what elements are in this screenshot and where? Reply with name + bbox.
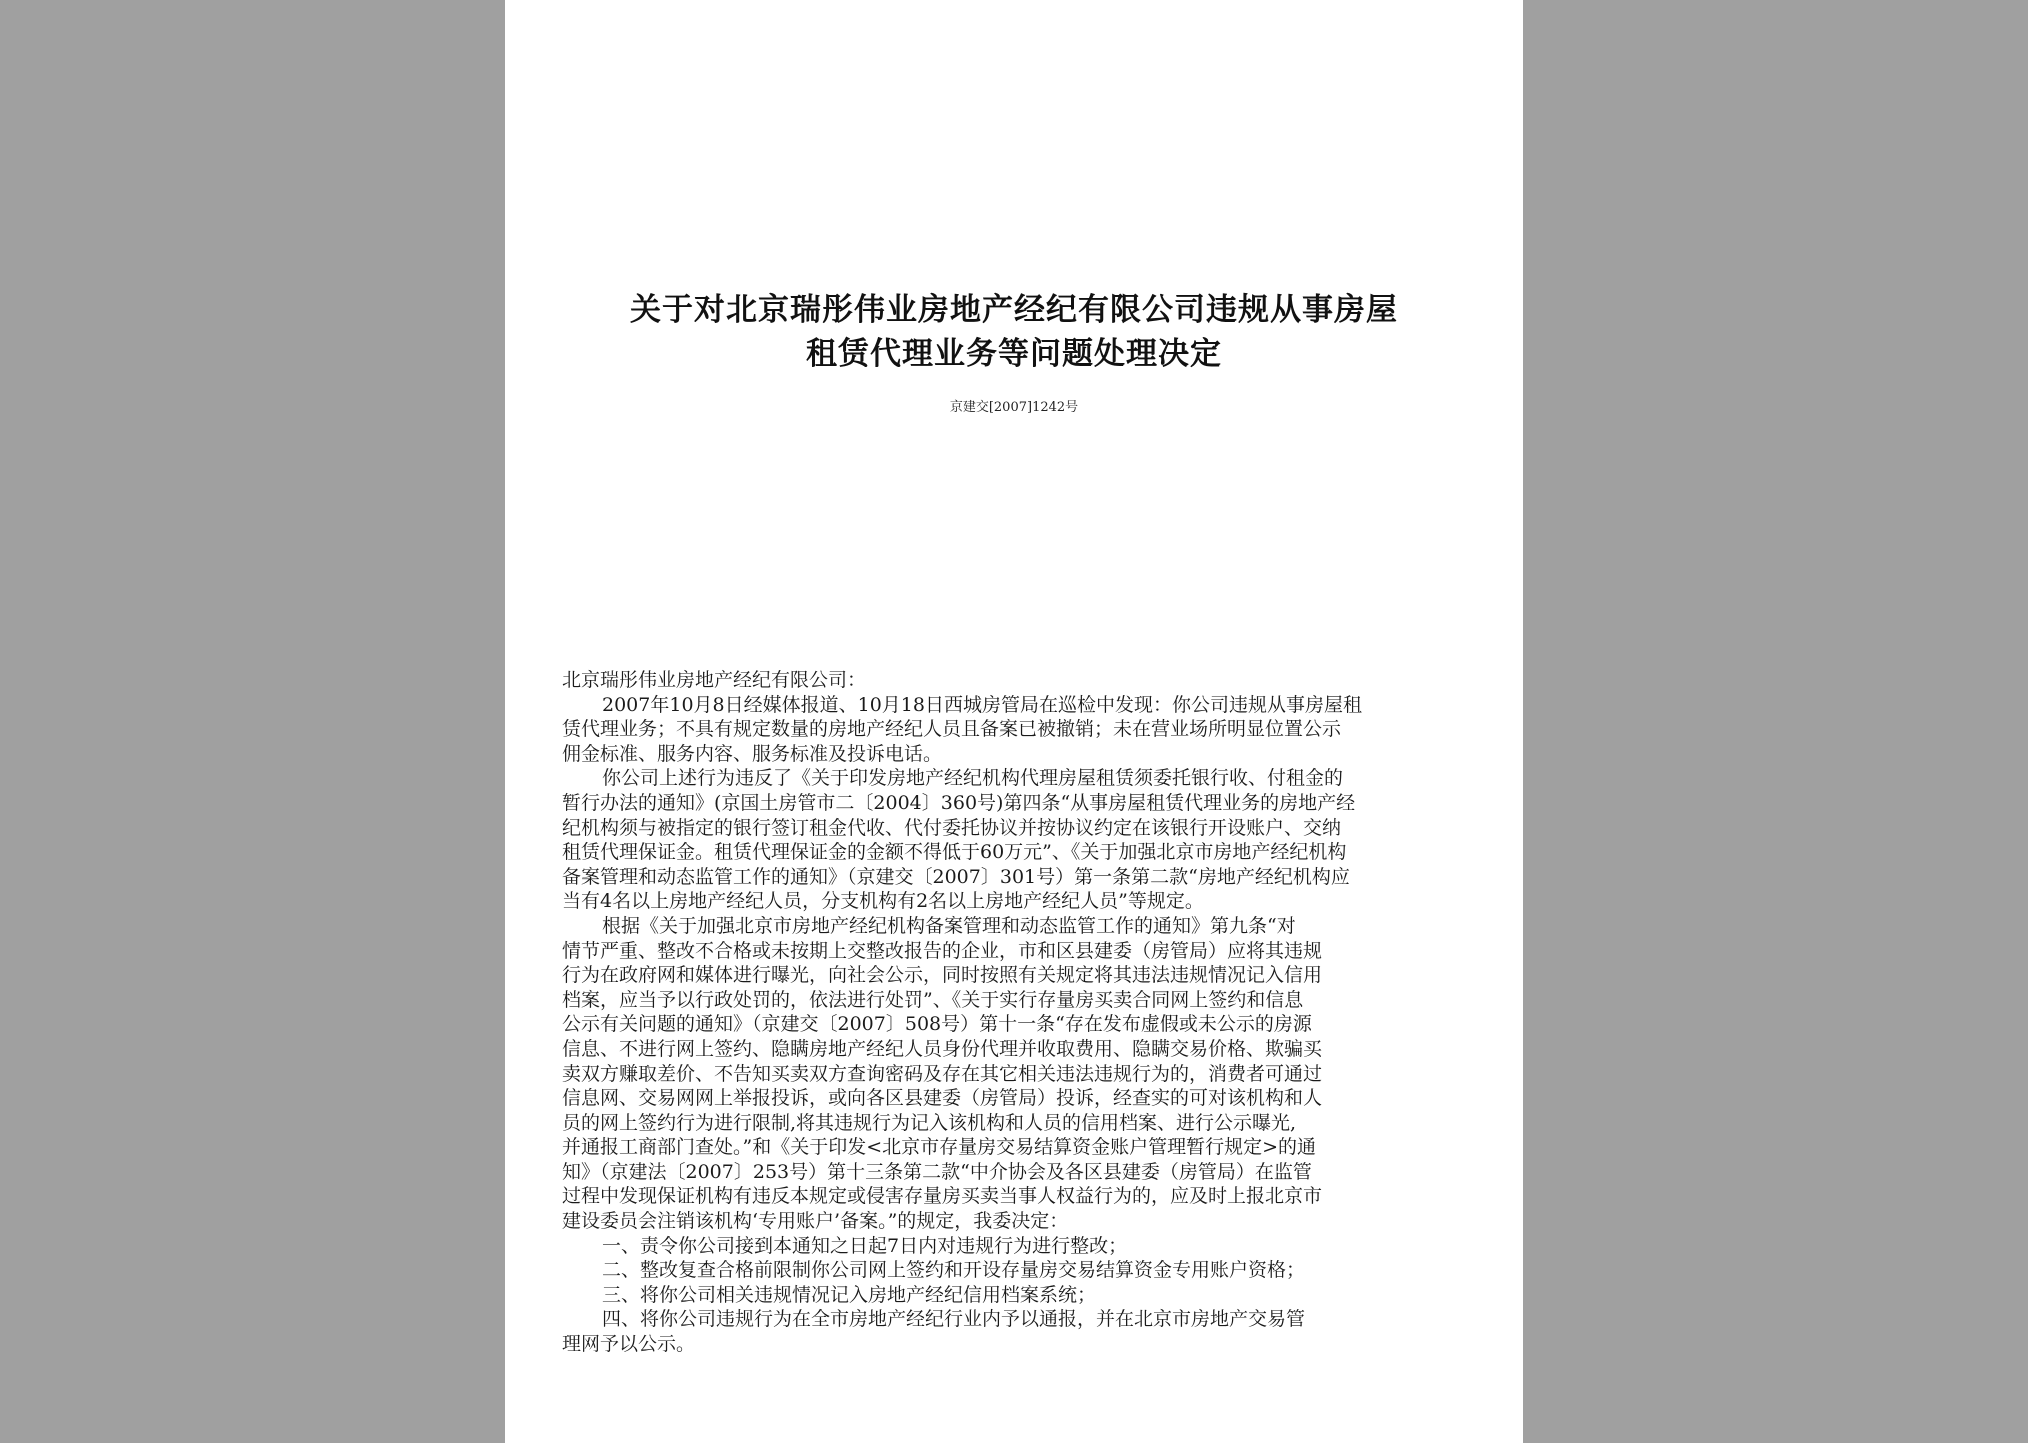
decision-item-2: 二、整改复查合格前限制你公司网上签约和开设存量房交易结算资金专用账户资格； xyxy=(602,1259,1306,1282)
paragraph-line: 你公司上述行为违反了《关于印发房地产经纪机构代理房屋租赁须委托银行收、付租金的 xyxy=(602,767,1344,790)
paragraph-line: 租赁代理保证金。租赁代理保证金的金额不得低于60万元”、《关于加强北京市房地产经纪机构 xyxy=(562,841,1347,864)
paragraph-line: 2007年10月8日经媒体报道、10月18日西城房管局在巡检中发现：你公司违规从事房屋租 xyxy=(602,693,1362,716)
decision-item-4: 四、将你公司违规行为在全市房地产经纪行业内予以通报，并在北京市房地产交易管 xyxy=(602,1308,1306,1331)
decision-item-3: 三、将你公司相关违规情况记入房地产经纪信用档案系统； xyxy=(602,1283,1097,1306)
paragraph-line: 员的网上签约行为进行限制,将其违规行为记入该机构和人员的信用档案、进行公示曝光, xyxy=(562,1111,1297,1134)
document-body xyxy=(562,668,1477,1357)
paragraph-line: 建设委员会注销该机构‘专用账户’备案。”的规定，我委决定： xyxy=(562,1210,1069,1233)
paragraph-line: 档案，应当予以行政处罚的，依法进行处罚”、《关于实行存量房买卖合同网上签约和信息 xyxy=(562,988,1304,1011)
title-line-2: 租赁代理业务等问题处理决定 xyxy=(806,336,1222,372)
paragraph-line: 行为在政府网和媒体进行曝光，向社会公示，同时按照有关规定将其违法违规情况记入信用 xyxy=(562,964,1323,987)
paragraph-line: 过程中发现保证机构有违反本规定或侵害存量房买卖当事人权益行为的，应及时上报北京市 xyxy=(562,1185,1323,1208)
paragraph-line: 佣金标准、服务内容、服务标准及投诉电话。 xyxy=(562,742,943,765)
document-number: 京建交[2007]1242号 xyxy=(949,400,1079,415)
paragraph-line: 备案管理和动态监管工作的通知》（京建交〔2007〕301号）第一条第二款“房地产经纪机构应 xyxy=(562,865,1350,888)
paragraph-line: 信息、不进行网上签约、隐瞒房地产经纪人员身份代理并收取费用、隐瞒交易价格、欺骗买 xyxy=(562,1037,1323,1060)
paragraph-line: 纪机构须与被指定的银行签订租金代收、代付委托协议并按协议约定在该银行开设账户、交纳 xyxy=(562,816,1342,839)
paragraph-line: 知》（京建法〔2007〕253号）第十三条第二款“中介协会及各区县建委（房管局）在监管 xyxy=(562,1160,1312,1183)
paragraph-line: 根据《关于加强北京市房地产经纪机构备案管理和动态监管工作的通知》第九条“对 xyxy=(602,914,1296,937)
paragraph-line: 当有4名以上房地产经纪人员，分支机构有2名以上房地产经纪人员”等规定。 xyxy=(562,890,1204,913)
document-title xyxy=(505,288,1523,376)
paragraph-line: 暂行办法的通知》(京国土房管市二〔2004〕360号)第四条“从事房屋租赁代理业务的房地产经 xyxy=(562,791,1356,814)
paragraph-line: 情节严重、整改不合格或未按期上交整改报告的企业，市和区县建委（房管局）应将其违规 xyxy=(562,939,1323,962)
paragraph-line: 理网予以公示。 xyxy=(562,1333,696,1356)
paragraph-line: 卖双方赚取差价、不告知买卖双方查询密码及存在其它相关违法违规行为的，消费者可通过 xyxy=(562,1062,1323,1085)
salutation: 北京瑞彤伟业房地产经纪有限公司： xyxy=(562,669,867,691)
paragraph-line: 并通报工商部门查处。”和《关于印发<北京市存量房交易结算资金账户管理暂行规定>的通 xyxy=(562,1136,1317,1159)
decision-item-1: 一、责令你公司接到本通知之日起7日内对违规行为进行整改； xyxy=(602,1234,1128,1257)
document-page xyxy=(505,0,1523,1443)
paragraph-line: 赁代理业务；不具有规定数量的房地产经纪人员且备案已被撤销；未在营业场所明显位置公示 xyxy=(562,718,1342,741)
title-line-1: 关于对北京瑞彤伟业房地产经纪有限公司违规从事房屋 xyxy=(630,292,1398,328)
paragraph-line: 信息网、交易网网上举报投诉，或向各区县建委（房管局）投诉，经查实的可对该机构和人 xyxy=(562,1087,1323,1110)
paragraph-line: 公示有关问题的通知》（京建交〔2007〕508号）第十一条“存在发布虚假或未公示的房源 xyxy=(562,1013,1312,1036)
